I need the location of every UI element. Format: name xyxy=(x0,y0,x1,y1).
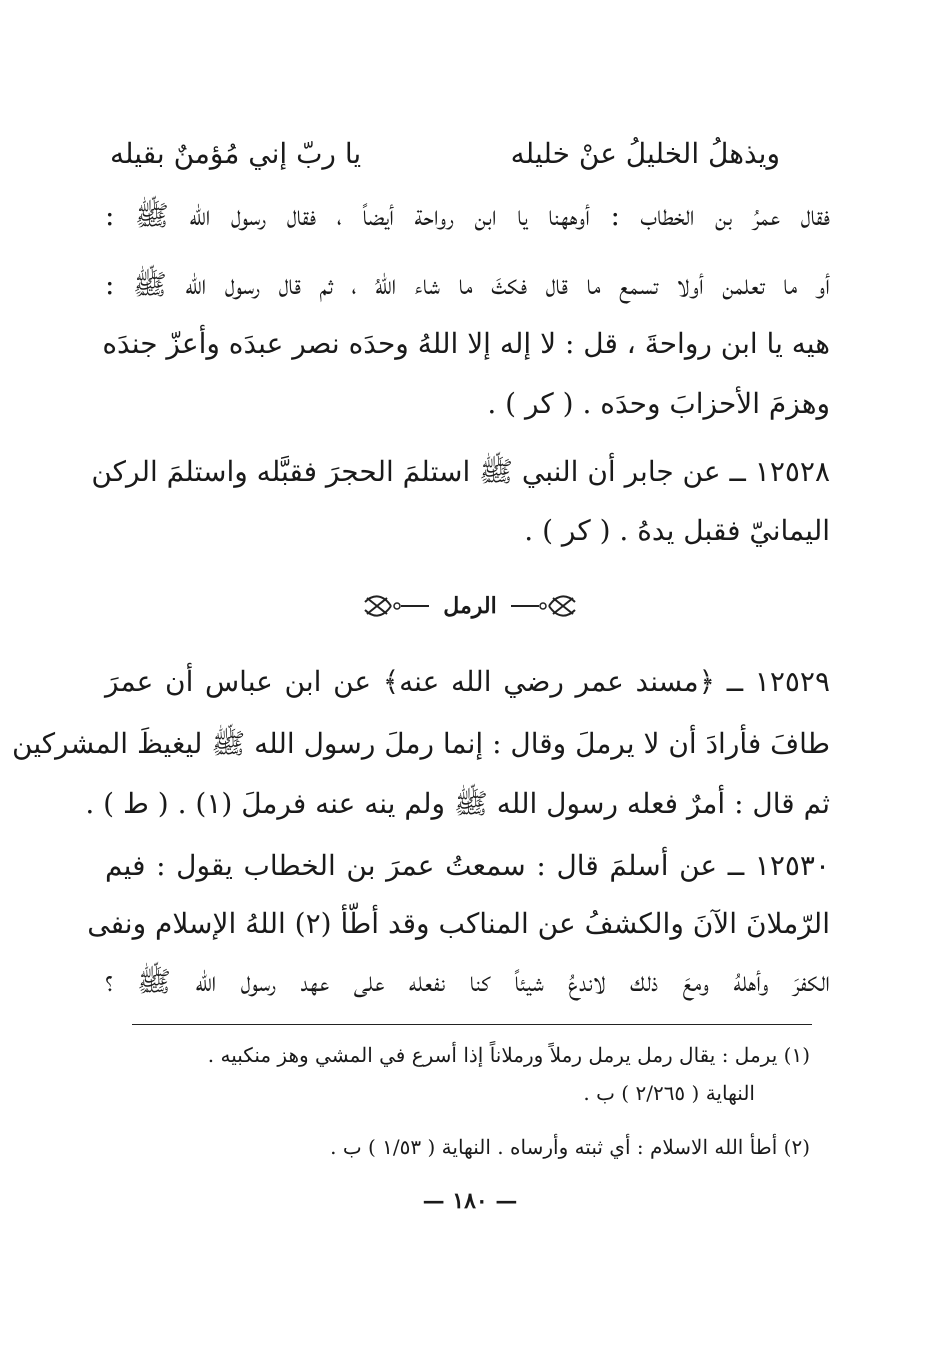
hadith-line: الكفرَ وأهلهُ ومعَ ذلك لاندعُ شيئاً كنا نفعله على عهد رسول الله ﷺ ؟ xyxy=(105,965,830,998)
body-line: أو ما تعلمن أولا تسمع ما قال فكثَ ما شاء اللهُ ، ثم قال رسول الله ﷺ : xyxy=(105,268,830,301)
footnote-continuation: النهاية ( ٢/٢٦٥ ) ب . xyxy=(583,1081,755,1105)
footnote: (٢) أطأ الله الاسلام : أي ثبته وأرساه . النهاية ( ١/٥٣ ) ب . xyxy=(330,1135,810,1159)
page-number: — ١٨٠ — xyxy=(422,1188,518,1214)
body-line: فقال عمرُ بن الخطاب : أوههنا يا ابن رواحة أيضاً ، فقال رسول الله ﷺ : xyxy=(105,199,830,232)
footnote: (١) يرمل : يقال رمل يرمل رملاً ورملاناً إذا أسرع في المشي وهز منكبيه . xyxy=(207,1043,810,1067)
section-heading xyxy=(0,584,940,628)
verse-second-hemistich: يا ربّ إني مُؤمنٌ بقيله xyxy=(110,137,362,170)
ornament-left-icon xyxy=(361,592,431,620)
hadith-line: الرّملانَ الآنَ والكشفُ عن المناكب وقد أطّأ (٢) اللهُ الإسلام ونفى xyxy=(87,907,830,940)
verse-first-hemistich: ويذهلُ الخليلُ عنْ خليله xyxy=(510,137,780,170)
hadith-line: ١٢٥٢٨ ــ عن جابر أن النبي ﷺ استلمَ الحجرَ فقبَّله واستلمَ الركن xyxy=(91,455,830,488)
poetry-verse xyxy=(110,132,780,176)
hadith-line: اليمانيّ فقبل يدهُ . ( كر ) . xyxy=(524,514,830,547)
hadith-line: طافَ فأرادَ أن لا يرملَ وقال : إنما رملَ رسول الله ﷺ ليغيظَ المشركين xyxy=(12,727,830,760)
hadith-line: ثم قال : أمرٌ فعله رسول الله ﷺ ولم ينه عنه فرملَ (١) . ( ط ) . xyxy=(85,787,830,820)
hadith-line: ١٢٥٢٩ ــ ﴿مسند عمر رضي الله عنه﴾ عن ابن عباس أن عمرَ xyxy=(105,665,830,698)
hadith-line: ١٢٥٣٠ ــ عن أسلمَ قال : سمعتُ عمرَ بن الخطاب يقول : فيم xyxy=(105,849,830,882)
section-title: الرمل xyxy=(443,593,497,619)
ornament-right-icon xyxy=(509,592,579,620)
footnote-divider xyxy=(132,1024,812,1025)
body-line: هيه يا ابن رواحةَ ، قل : لا إله إلا اللهُ وحدَه نصر عبدَه وأعزّ جندَه xyxy=(102,327,830,360)
body-line: وهزمَ الأحزابَ وحدَه . ( كر ) . xyxy=(487,387,830,420)
